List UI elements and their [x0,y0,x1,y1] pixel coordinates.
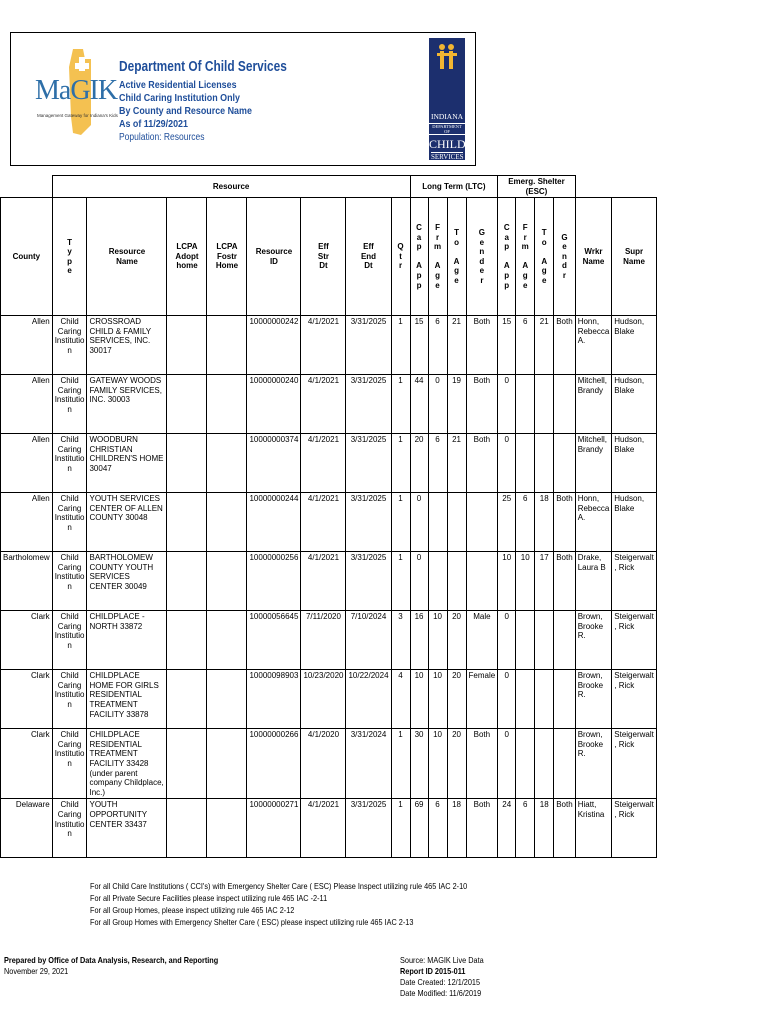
lcpa-adopt-cell [167,799,207,858]
resource-id-cell: 10000000256 [247,552,301,611]
resource-id-cell: 10000000271 [247,799,301,858]
supervisor-name-cell: Steigerwalt , Rick [612,670,657,729]
ltc-from-age-cell: 6 [428,799,447,858]
resource-name-cell: CHILDPLACE RESIDENTIAL TREATMENT FACILITY 33428 (under parent company Childplace, Inc.) [87,729,167,799]
resource-name-cell: CHILDPLACE - NORTH 33872 [87,611,167,670]
prepared-by [4,955,253,977]
date-modified: Date Modified: 11/6/2019 [400,988,482,998]
supervisor-name-cell: Steigerwalt , Rick [612,799,657,858]
esc-cap-cell: 24 [498,799,516,858]
dcs-logo-dept: DEPARTMENT OF [429,123,465,135]
supervisor-name-cell: Steigerwalt , Rick [612,611,657,670]
group-long-term: Long Term (LTC) [410,176,498,198]
ltc-gender-cell [466,552,498,611]
dcs-logo-state: INDIANA [430,112,464,121]
eff-end-cell: 3/31/2025 [346,375,391,434]
supervisor-name-cell: Hudson, Blake [612,316,657,375]
lcpa-fostr-cell [207,434,247,493]
worker-name-cell: Hiatt, Kristina [575,799,612,858]
ltc-cap-cell: 69 [410,799,428,858]
county-cell: Bartholomew [1,552,53,611]
county-cell: Allen [1,493,53,552]
supervisor-name-cell: Hudson, Blake [612,434,657,493]
resource-name-cell: CROSSROAD CHILD & FAMILY SERVICES, INC. 30017 [87,316,167,375]
esc-from-age-cell [516,375,535,434]
footnote: For all Group Homes, please inspect utilizing rule 465 IAC 2-12 [90,905,295,915]
resource-id-cell: 10000000240 [247,375,301,434]
group-resource: Resource [52,176,410,198]
eff-end-cell: 3/31/2025 [346,799,391,858]
esc-cap-cell: 10 [498,552,516,611]
worker-name-cell: Mitchell, Brandy [575,375,612,434]
esc-from-age-cell [516,611,535,670]
esc-gender-cell [554,611,575,670]
magik-tagline: Management Gateway for Indiana's Kids [37,113,118,118]
ltc-cap-cell: 44 [410,375,428,434]
col-lcpa-fostr: LCPA Fostr Home [207,198,247,316]
col-qtr: Q t r [391,198,410,316]
table-row [1,552,657,611]
prepared-by-office: Prepared by Office of Data Analysis, Research, and Reporting [4,955,219,965]
report-population: Population: Resources [119,132,205,143]
report-as-of: As of 11/29/2021 [119,118,188,130]
esc-gender-cell: Both [554,316,575,375]
lcpa-adopt-cell [167,729,207,799]
esc-cap-cell: 0 [498,611,516,670]
group-header-row [1,176,657,198]
esc-gender-cell [554,375,575,434]
footnote: For all Child Care Institutions ( CCI's) with Emergency Shelter Care ( ESC) Please Inspect utilizing rule 465 IAC 2-10 [90,881,468,891]
ltc-cap-cell: 0 [410,552,428,611]
resource-name-cell: GATEWAY WOODS FAMILY SERVICES, INC. 30003 [87,375,167,434]
esc-to-age-cell [535,670,554,729]
report-title: Department Of Child Services [119,59,287,75]
esc-cap-cell: 15 [498,316,516,375]
resource-id-cell: 10000056645 [247,611,301,670]
esc-cap-cell: 0 [498,670,516,729]
type-cell: Child Caring Institutio n [52,552,87,611]
type-cell: Child Caring Institutio n [52,316,87,375]
col-esc-cap: C a p A p p [498,198,516,316]
resource-name-cell: WOODBURN CHRISTIAN CHILDREN'S HOME 30047 [87,434,167,493]
ltc-gender-cell [466,493,498,552]
type-cell: Child Caring Institutio n [52,375,87,434]
type-cell: Child Caring Institutio n [52,670,87,729]
ltc-gender-cell: Both [466,375,498,434]
resource-name-cell: CHILDPLACE HOME FOR GIRLS RESIDENTIAL TREATMENT FACILITY 33878 [87,670,167,729]
esc-to-age-cell [535,375,554,434]
county-cell: Allen [1,375,53,434]
ltc-from-age-cell: 10 [428,729,447,799]
lcpa-fostr-cell [207,670,247,729]
resource-id-cell: 10000000244 [247,493,301,552]
ltc-cap-cell: 16 [410,611,428,670]
esc-cap-cell: 0 [498,729,516,799]
eff-end-cell: 3/31/2025 [346,493,391,552]
esc-cap-cell: 0 [498,375,516,434]
footnotes [90,880,529,928]
esc-gender-cell [554,670,575,729]
qtr-cell: 1 [391,729,410,799]
col-county: County [1,198,53,316]
lcpa-adopt-cell [167,434,207,493]
lcpa-adopt-cell [167,375,207,434]
ltc-cap-cell: 10 [410,670,428,729]
supervisor-name-cell: Hudson, Blake [612,493,657,552]
eff-start-cell: 4/1/2021 [301,375,346,434]
col-esc-from-age: F r m A g e [516,198,535,316]
ltc-from-age-cell: 0 [428,375,447,434]
ltc-from-age-cell [428,552,447,611]
worker-name-cell: Drake, Laura B [575,552,612,611]
col-ltc-to-age: T o A g e [447,198,466,316]
ltc-to-age-cell: 21 [447,316,466,375]
col-resource-name: Resource Name [87,198,167,316]
magik-logo [25,47,118,137]
ltc-gender-cell: Female [466,670,498,729]
supervisor-name-cell: Steigerwalt , Rick [612,729,657,799]
source-info [400,955,497,999]
esc-cap-cell: 0 [498,434,516,493]
ltc-to-age-cell: 20 [447,670,466,729]
footnote: For all Private Secure Facilities please inspect utilizing rule 465 IAC -2-11 [90,893,328,903]
col-eff-str: Eff Str Dt [301,198,346,316]
ltc-cap-cell: 20 [410,434,428,493]
worker-name-cell: Brown, Brooke R. [575,611,612,670]
lcpa-fostr-cell [207,729,247,799]
dcs-logo-child: CHILD [429,137,466,151]
esc-gender-cell: Both [554,493,575,552]
report-subtitle-3: By County and Resource Name [119,105,252,117]
footnote: For all Group Homes with Emergency Shelter Care ( ESC) please inspect utilizing rule 465 IAC 2-13 [90,917,414,927]
lcpa-adopt-cell [167,670,207,729]
county-cell: Delaware [1,799,53,858]
group-emerg-shelter: Emerg. Shelter (ESC) [498,176,575,198]
esc-from-age-cell [516,670,535,729]
table-row [1,375,657,434]
esc-gender-cell: Both [554,552,575,611]
esc-gender-cell: Both [554,799,575,858]
supervisor-name-cell: Hudson, Blake [612,375,657,434]
worker-name-cell: Brown, Brooke R. [575,729,612,799]
ltc-from-age-cell [428,493,447,552]
table-row [1,729,657,799]
qtr-cell: 1 [391,552,410,611]
ltc-gender-cell: Both [466,729,498,799]
supervisor-name-cell: Steigerwalt , Rick [612,552,657,611]
ltc-to-age-cell [447,552,466,611]
col-type: T y p e [52,198,87,316]
lcpa-fostr-cell [207,316,247,375]
lcpa-fostr-cell [207,375,247,434]
ltc-gender-cell: Both [466,434,498,493]
col-ltc-gender: G e n d e r [466,198,498,316]
eff-end-cell: 3/31/2024 [346,729,391,799]
qtr-cell: 1 [391,375,410,434]
county-cell: Clark [1,729,53,799]
esc-from-age-cell [516,729,535,799]
ltc-gender-cell: Both [466,316,498,375]
lcpa-fostr-cell [207,552,247,611]
resource-id-cell: 10000000242 [247,316,301,375]
esc-gender-cell [554,434,575,493]
source-line: Source: MAGIK Live Data [400,955,484,965]
qtr-cell: 4 [391,670,410,729]
table-row [1,611,657,670]
esc-from-age-cell: 6 [516,493,535,552]
ltc-from-age-cell: 10 [428,670,447,729]
type-cell: Child Caring Institutio n [52,434,87,493]
dcs-logo-services: SERVICES [431,153,464,161]
lcpa-fostr-cell [207,493,247,552]
worker-name-cell: Honn, Rebecca A. [575,493,612,552]
col-lcpa-adopt: LCPA Adopt home [167,198,207,316]
eff-start-cell: 4/1/2021 [301,316,346,375]
worker-name-cell: Brown, Brooke R. [575,670,612,729]
date-created: Date Created: 12/1/2015 [400,977,481,987]
report-subtitle-1: Active Residential Licenses [119,79,237,91]
esc-to-age-cell [535,611,554,670]
county-cell: Clark [1,611,53,670]
ltc-to-age-cell: 19 [447,375,466,434]
eff-start-cell: 4/1/2021 [301,552,346,611]
esc-to-age-cell [535,729,554,799]
ltc-cap-cell: 15 [410,316,428,375]
resource-id-cell: 10000000266 [247,729,301,799]
esc-cap-cell: 25 [498,493,516,552]
qtr-cell: 1 [391,493,410,552]
qtr-cell: 1 [391,799,410,858]
esc-to-age-cell: 21 [535,316,554,375]
ltc-to-age-cell: 18 [447,799,466,858]
esc-from-age-cell: 6 [516,799,535,858]
eff-start-cell: 10/23/2020 [301,670,346,729]
eff-end-cell: 7/10/2024 [346,611,391,670]
col-wrkr-name: Wrkr Name [575,198,612,316]
table-row [1,316,657,375]
ltc-from-age-cell: 6 [428,316,447,375]
esc-to-age-cell: 18 [535,493,554,552]
lcpa-fostr-cell [207,611,247,670]
ltc-to-age-cell [447,493,466,552]
ltc-to-age-cell: 20 [447,611,466,670]
prepared-date: November 29, 2021 [4,966,69,976]
eff-start-cell: 4/1/2020 [301,729,346,799]
lcpa-adopt-cell [167,493,207,552]
type-cell: Child Caring Institutio n [52,729,87,799]
eff-end-cell: 3/31/2025 [346,434,391,493]
table-row [1,493,657,552]
ltc-cap-cell: 30 [410,729,428,799]
esc-gender-cell [554,729,575,799]
worker-name-cell: Mitchell, Brandy [575,434,612,493]
report-id: Report ID 2015-011 [400,966,466,976]
resource-name-cell: YOUTH SERVICES CENTER OF ALLEN COUNTY 30048 [87,493,167,552]
lcpa-fostr-cell [207,799,247,858]
table-row [1,434,657,493]
col-esc-to-age: T o A g e [535,198,554,316]
esc-from-age-cell: 6 [516,316,535,375]
qtr-cell: 1 [391,434,410,493]
type-cell: Child Caring Institutio n [52,493,87,552]
report-title-block [119,59,324,144]
col-ltc-from-age: F r m A g e [428,198,447,316]
resource-id-cell: 10000000374 [247,434,301,493]
col-ltc-cap: C a p A p p [410,198,428,316]
table-row [1,799,657,858]
esc-from-age-cell: 10 [516,552,535,611]
col-supr-name: Supr Name [612,198,657,316]
column-header-row [1,198,657,316]
county-cell: Clark [1,670,53,729]
ltc-cap-cell: 0 [410,493,428,552]
type-cell: Child Caring Institutio n [52,799,87,858]
licenses-table [0,175,657,858]
ltc-gender-cell: Both [466,799,498,858]
esc-to-age-cell: 18 [535,799,554,858]
qtr-cell: 3 [391,611,410,670]
resource-name-cell: BARTHOLOMEW COUNTY YOUTH SERVICES CENTER 30049 [87,552,167,611]
ltc-to-age-cell: 21 [447,434,466,493]
eff-end-cell: 3/31/2025 [346,552,391,611]
family-figures-icon [435,42,459,72]
dcs-logo [429,38,465,160]
eff-start-cell: 4/1/2021 [301,493,346,552]
resource-name-cell: YOUTH OPPORTUNITY CENTER 33437 [87,799,167,858]
ltc-from-age-cell: 10 [428,611,447,670]
eff-end-cell: 3/31/2025 [346,316,391,375]
eff-start-cell: 4/1/2021 [301,434,346,493]
esc-to-age-cell [535,434,554,493]
col-resource-id: Resource ID [247,198,301,316]
col-esc-gender: G e n d r [554,198,575,316]
table-row [1,670,657,729]
resource-id-cell: 10000098903 [247,670,301,729]
magik-logo-text: MaGIK [35,75,118,106]
lcpa-adopt-cell [167,316,207,375]
lcpa-adopt-cell [167,552,207,611]
county-cell: Allen [1,434,53,493]
ltc-from-age-cell: 6 [428,434,447,493]
esc-to-age-cell: 17 [535,552,554,611]
qtr-cell: 1 [391,316,410,375]
eff-end-cell: 10/22/2024 [346,670,391,729]
eff-start-cell: 7/11/2020 [301,611,346,670]
esc-from-age-cell [516,434,535,493]
eff-start-cell: 4/1/2021 [301,799,346,858]
type-cell: Child Caring Institutio n [52,611,87,670]
ltc-gender-cell: Male [466,611,498,670]
report-subtitle-2: Child Caring Institution Only [119,92,240,104]
county-cell: Allen [1,316,53,375]
lcpa-adopt-cell [167,611,207,670]
report-header [10,32,476,166]
col-eff-end: Eff End Dt [346,198,391,316]
worker-name-cell: Honn, Rebecca A. [575,316,612,375]
ltc-to-age-cell: 20 [447,729,466,799]
